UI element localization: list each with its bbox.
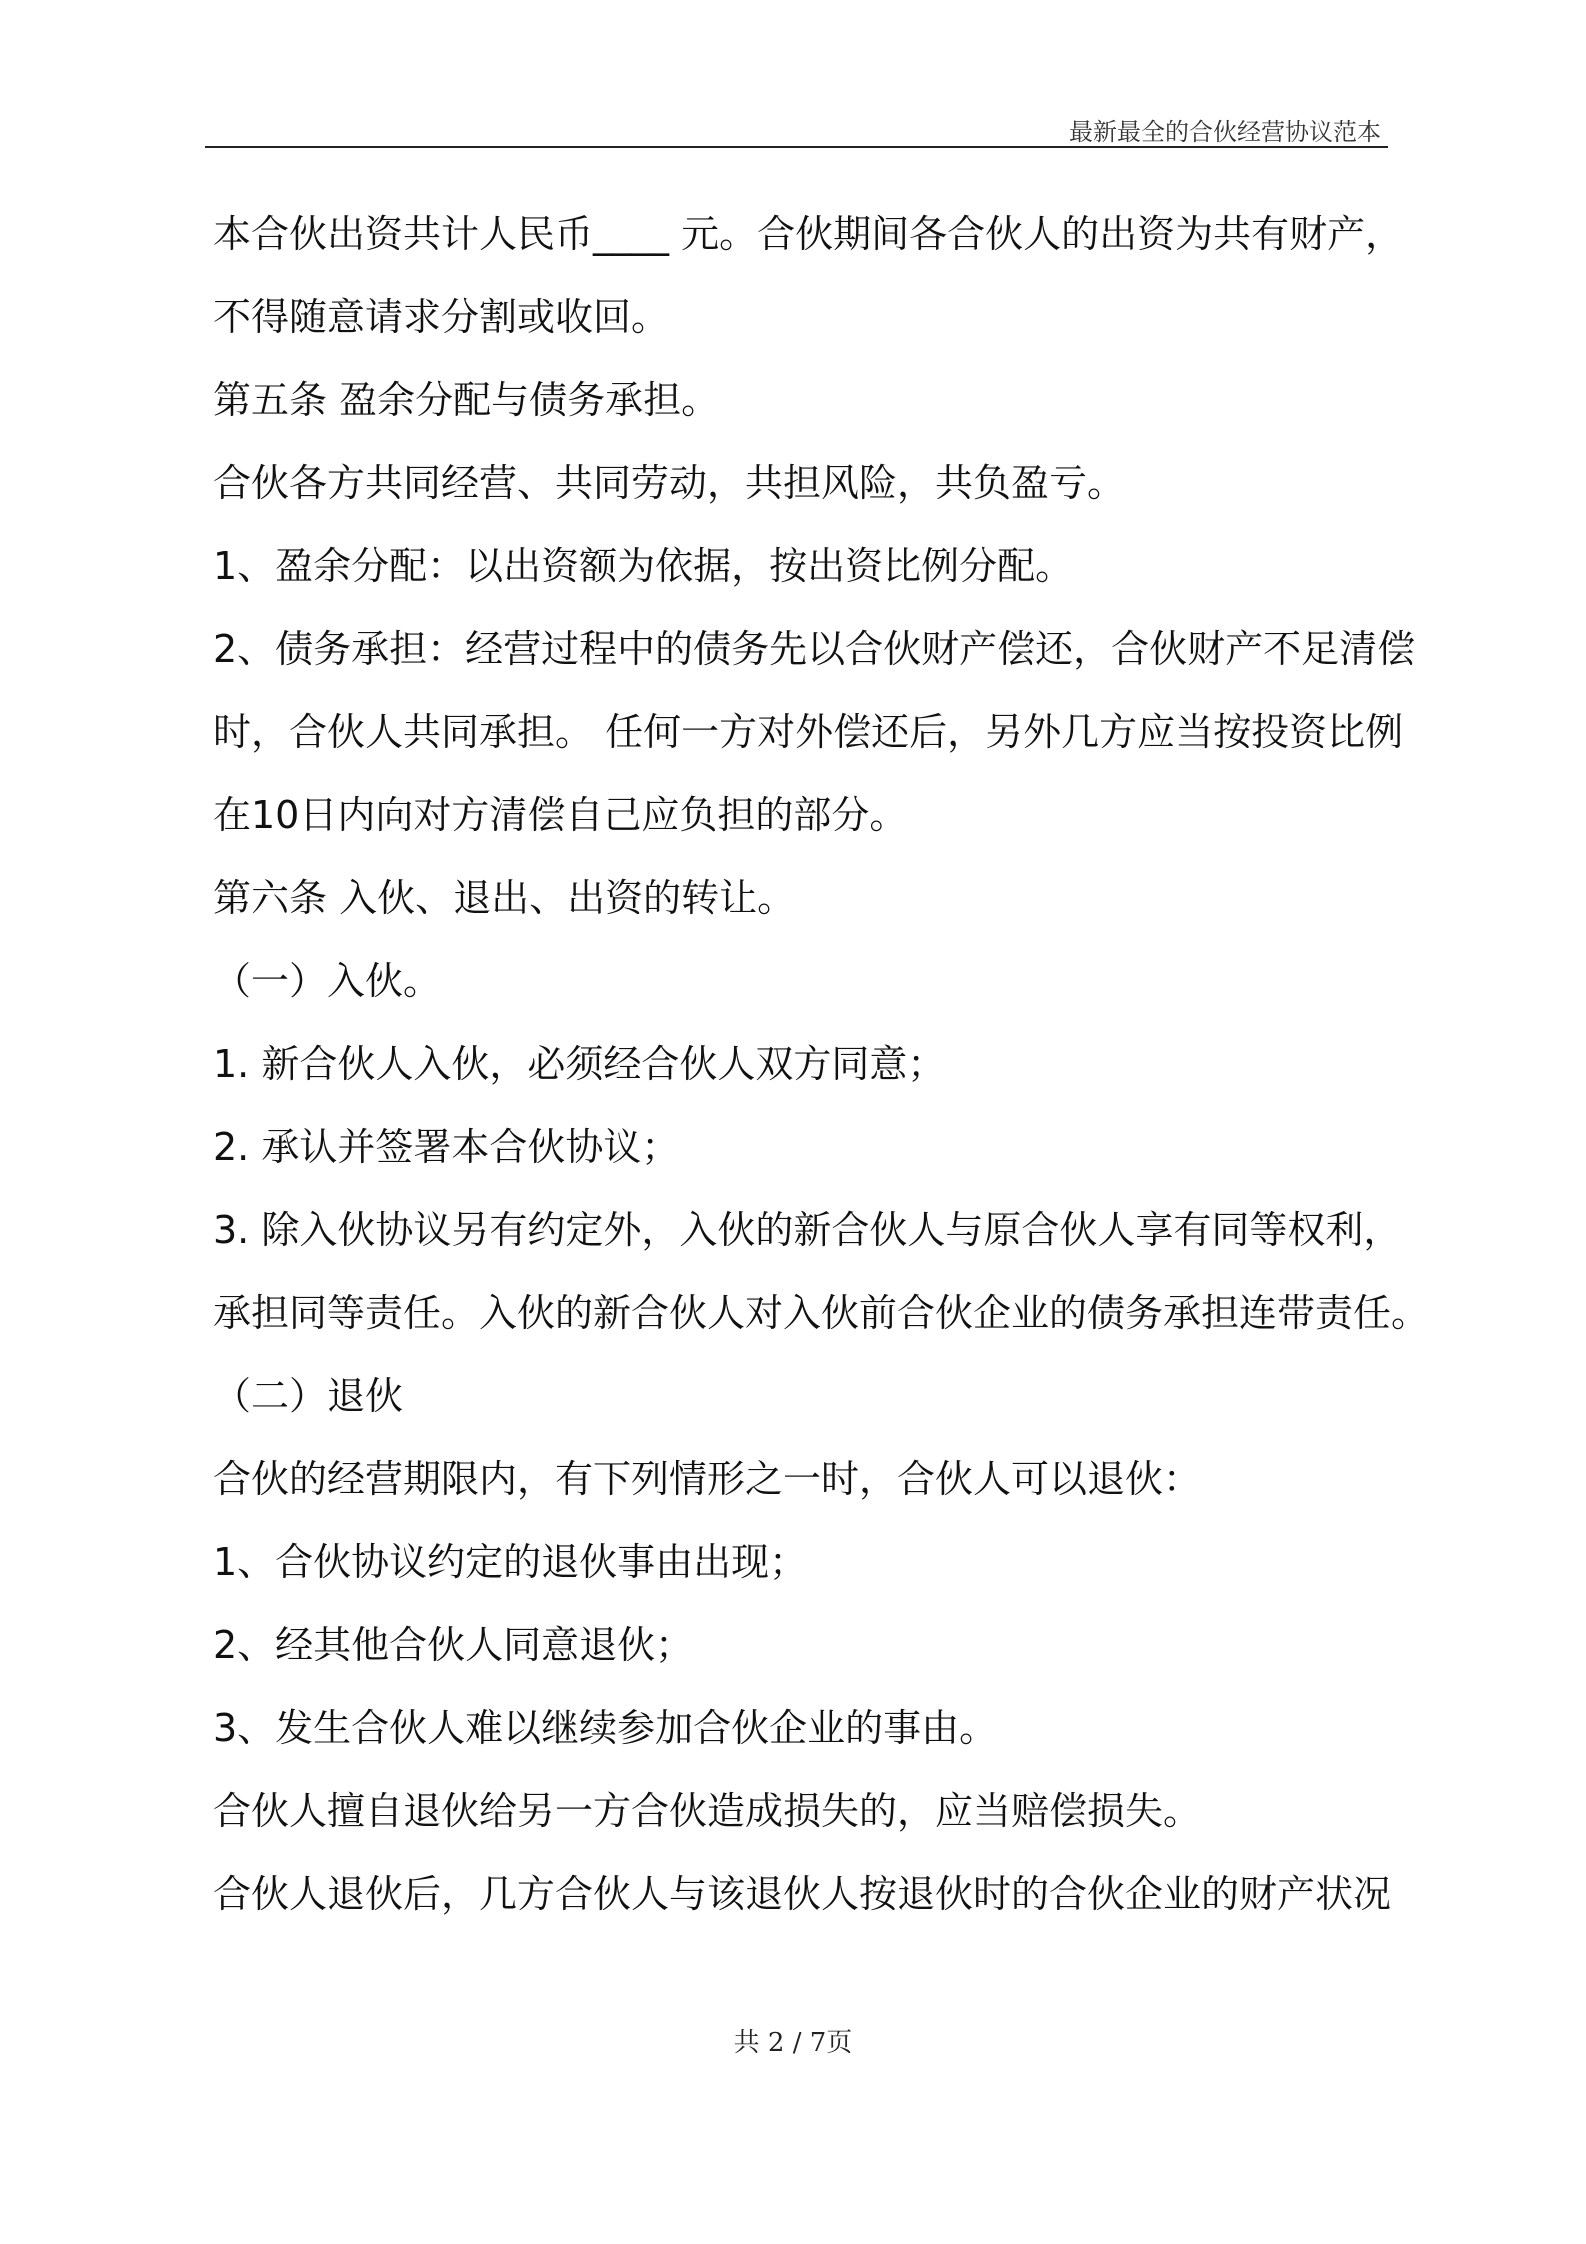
section-heading: 第五条 盈余分配与债务承担。	[213, 378, 720, 422]
page-number: 共 2 / 7页	[733, 2028, 853, 2058]
body-line: 合伙的经营期限内，有下列情形之一时，合伙人可以退伙：	[213, 1457, 1202, 1501]
body-line: 承担同等责任。入伙的新合伙人对入伙前合伙企业的债务承担连带责任。	[213, 1291, 1430, 1335]
body-line: 不得随意请求分割或收回。	[213, 295, 670, 339]
body-line: 1. 新合伙人入伙，必须经合伙人双方同意；	[213, 1042, 946, 1086]
section-heading: 第六条 入伙、退出、出资的转让。	[213, 876, 796, 920]
body-line: 2. 承认并签署本合伙协议；	[213, 1125, 680, 1169]
body-line: 时，合伙人共同承担。 任何一方对外偿还后，另外几方应当按投资比例	[213, 710, 1404, 754]
body-line: 1、盈余分配：以出资额为依据，按出资比例分配。	[213, 544, 1074, 588]
body-line: 2、债务承担：经营过程中的债务先以合伙财产偿还，合伙财产不足清偿	[213, 627, 1416, 671]
subsection-heading: （一）入伙。	[213, 959, 442, 1003]
body-line: 合伙各方共同经营、共同劳动，共担风险，共负盈亏。	[213, 461, 1126, 505]
body-line: 合伙人退伙后，几方合伙人与该退伙人按退伙时的合伙企业的财产状况	[213, 1872, 1392, 1916]
body-line: 3. 除入伙协议另有约定外，入伙的新合伙人与原合伙人享有同等权利，	[213, 1208, 1402, 1252]
subsection-heading: （二）退伙	[213, 1374, 404, 1418]
body-line: 合伙人擅自退伙给另一方合伙造成损失的，应当赔偿损失。	[213, 1789, 1202, 1833]
document-header-title: 最新最全的合伙经营协议范本	[1069, 118, 1381, 146]
body-line: 2、经其他合伙人同意退伙；	[213, 1623, 694, 1667]
document-body	[213, 193, 1430, 1936]
header-divider	[205, 146, 1388, 148]
body-line: 3、发生合伙人难以继续参加合伙企业的事由。	[213, 1706, 998, 1750]
body-line: 本合伙出资共计人民币____ 元。合伙期间各合伙人的出资为共有财产，	[213, 212, 1404, 256]
body-line: 在10日内向对方清偿自己应负担的部分。	[213, 793, 908, 837]
body-line: 1、合伙协议约定的退伙事由出现；	[213, 1540, 808, 1584]
